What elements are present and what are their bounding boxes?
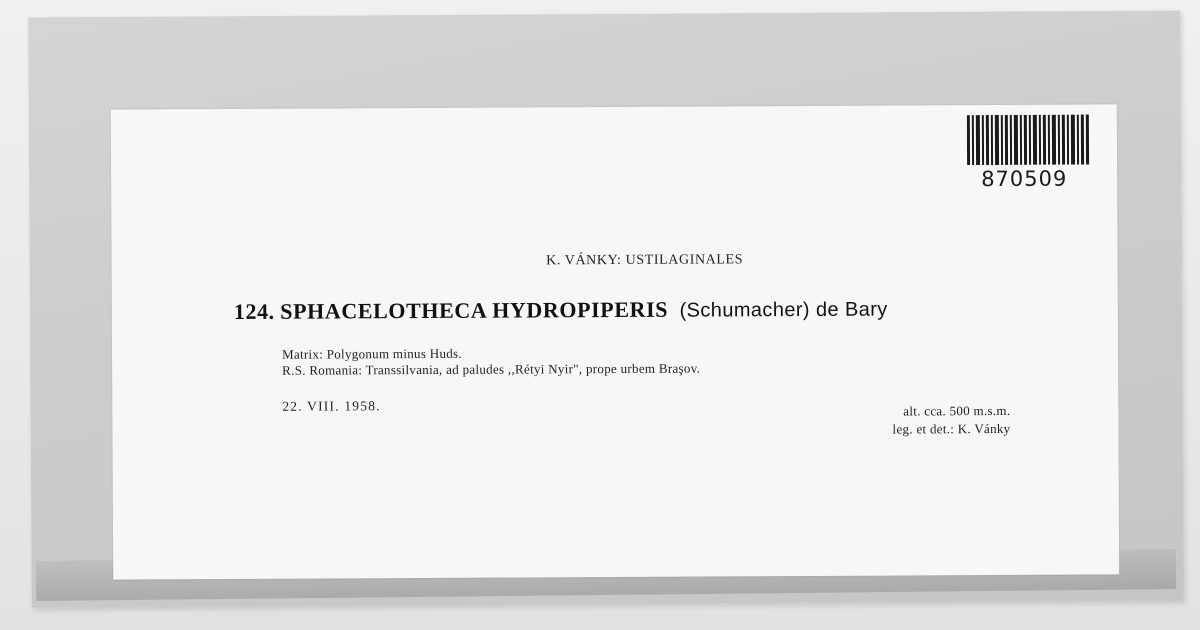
collector-line: leg. et det.: K. Vánky: [892, 420, 1011, 437]
species-authority: (Schumacher) de Bary: [679, 298, 888, 322]
specimen-number: 124.: [233, 298, 275, 324]
species-name: SPHACELOTHECA HYDROPIPERIS: [280, 296, 669, 324]
matrix-line: Matrix: Polygonum minus Huds.: [282, 345, 462, 362]
altitude-line: alt. cca. 500 m.s.m.: [903, 402, 1011, 419]
locality-line: R.S. Romania: Transsilvania, ad paludes ,,Rétyi Nyir", prope urbem Braşov.: [282, 360, 701, 378]
barcode-block: [967, 114, 1097, 195]
barcode-number: 870509: [981, 166, 1068, 192]
series-header: K. VÁNKY: USTILAGINALES: [546, 252, 744, 269]
barcode-icon: [967, 115, 1091, 166]
specimen-label: [111, 104, 1119, 579]
collection-date: 22. VIII. 1958.: [282, 398, 381, 414]
specimen-title: [234, 296, 888, 325]
